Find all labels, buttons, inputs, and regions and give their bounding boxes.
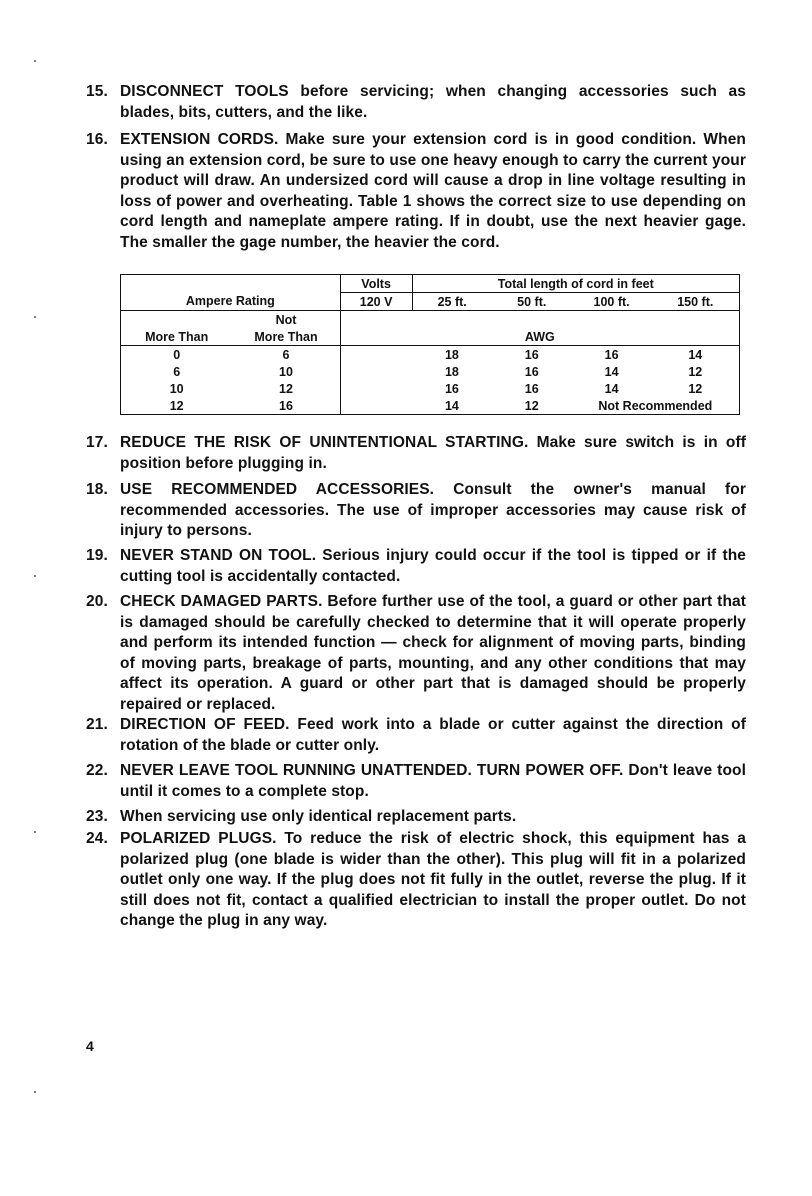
item-text <box>120 761 746 802</box>
table-row <box>121 311 740 329</box>
scan-speck <box>34 316 36 318</box>
page-number: 4 <box>86 1038 94 1054</box>
item-text <box>120 433 746 474</box>
safety-item-15 <box>86 82 746 123</box>
safety-item-18 <box>86 480 746 542</box>
item-number: 22. <box>86 762 108 779</box>
item-heading: CHECK DAMAGED PARTS. <box>120 593 323 610</box>
item-number: 23. <box>86 808 108 825</box>
ampere-rating-header: Ampere Rating <box>121 293 341 311</box>
table-subheader-row <box>121 293 740 311</box>
safety-item-23 <box>86 807 746 828</box>
item-body: Before further use of the tool, a guard or other part that is damaged should be carefully checked to determine that it will operate properly and perform its intended function — check for alignment of moving parts, binding of moving parts, breakage of parts, mounting, and any other conditions that may affect its operation. A guard or other part that is damaged should be properly repaired or replaced. <box>120 593 746 713</box>
safety-item-17 <box>86 433 746 474</box>
voltage-value: 120 V <box>340 293 412 311</box>
scan-speck <box>34 1091 36 1093</box>
item-text <box>120 807 746 828</box>
awg-header: AWG <box>340 328 739 346</box>
length-25: 25 ft. <box>412 293 492 311</box>
item-text <box>120 130 746 254</box>
safety-item-24 <box>86 829 746 932</box>
item-text <box>120 546 746 587</box>
item-number: 16. <box>86 131 108 148</box>
item-heading: EXTENSION CORDS. <box>120 131 279 148</box>
item-text <box>120 829 746 932</box>
item-number: 18. <box>86 481 108 498</box>
scan-speck <box>34 575 36 577</box>
item-body: Don't leave tool until it comes to a complete stop. <box>120 762 746 800</box>
safety-item-20 <box>86 592 746 716</box>
item-body: Consult the owner's manual for recommended accessories. The use of improper accessories may cause risk of injury to persons. <box>120 481 746 540</box>
not-recommended: Not Recommended <box>572 397 740 415</box>
item-number: 15. <box>86 83 108 100</box>
item-heading: NEVER LEAVE TOOL RUNNING UNATTENDED. TURN POWER OFF. <box>120 762 624 779</box>
item-body: Serious injury could occur if the tool is tipped or if the cutting tool is accidentally contacted. <box>120 547 746 585</box>
not-label: Not <box>275 312 297 327</box>
item-heading: REDUCE THE RISK OF UNINTENTIONAL STARTING. <box>120 434 529 451</box>
item-heading: POLARIZED PLUGS. <box>120 830 277 847</box>
table-header-row <box>121 275 740 293</box>
item-text <box>120 715 746 756</box>
item-text <box>120 480 746 542</box>
extension-cord-table <box>120 274 740 415</box>
table-row <box>121 328 740 346</box>
safety-item-19 <box>86 546 746 587</box>
safety-item-16 <box>86 130 746 254</box>
not-more-than-header: More Than <box>232 328 340 346</box>
length-header: Total length of cord in feet <box>412 275 739 293</box>
item-heading: USE RECOMMENDED ACCESSORIES. <box>120 481 435 498</box>
table-row: 6 10 18 16 14 12 <box>121 363 740 380</box>
safety-item-21 <box>86 715 746 756</box>
scan-speck <box>34 60 36 62</box>
length-50: 50 ft. <box>492 293 572 311</box>
length-150: 150 ft. <box>652 293 740 311</box>
item-number: 19. <box>86 547 108 564</box>
item-number: 21. <box>86 716 108 733</box>
item-heading: DISCONNECT TOOLS <box>120 83 289 100</box>
item-text <box>120 592 746 716</box>
item-body: Make sure your extension cord is in good condition. When using an extension cord, be sure to use one heavy enough to carry the current your product will draw. An undersized cord will cause a drop in line voltage resulting in loss of power and overheating. Table 1 shows the correct size to use depending on cord length and nameplate ampere rating. If in doubt, use the next heavier gage. The smaller the gage number, the heavier the cord. <box>120 131 746 251</box>
more-than-header: More Than <box>121 328 233 346</box>
item-number: 20. <box>86 593 108 610</box>
item-body: Feed work into a blade or cutter against the direction of rotation of the blade or cutter only. <box>120 716 746 754</box>
table-row: 10 12 16 16 14 12 <box>121 380 740 397</box>
table-row: 12 16 14 12 Not Recommended <box>121 397 740 415</box>
length-100: 100 ft. <box>572 293 652 311</box>
table-row: 0 6 18 16 16 14 <box>121 346 740 364</box>
item-body: before servicing; when changing accessories such as blades, bits, cutters, and the like. <box>120 83 746 121</box>
item-text <box>120 82 746 123</box>
volts-header: Volts <box>340 275 412 293</box>
item-number: 17. <box>86 434 108 451</box>
item-body: Make sure switch is in off position before plugging in. <box>120 434 746 472</box>
item-number: 24. <box>86 830 108 847</box>
item-body: When servicing use only identical replacement parts. <box>120 808 517 825</box>
safety-item-22 <box>86 761 746 802</box>
scan-speck <box>34 831 36 833</box>
item-heading: NEVER STAND ON TOOL. <box>120 547 317 564</box>
item-body: To reduce the risk of electric shock, this equipment has a polarized plug (one blade is wider than the other). This plug will fit in a polarized outlet only one way. If the plug does not fit fully in the outlet, reverse the plug. If it still does not fit, contact a qualified electrician to install the proper outlet. Do not change the plug in any way. <box>120 830 747 930</box>
item-heading: DIRECTION OF FEED. <box>120 716 290 733</box>
